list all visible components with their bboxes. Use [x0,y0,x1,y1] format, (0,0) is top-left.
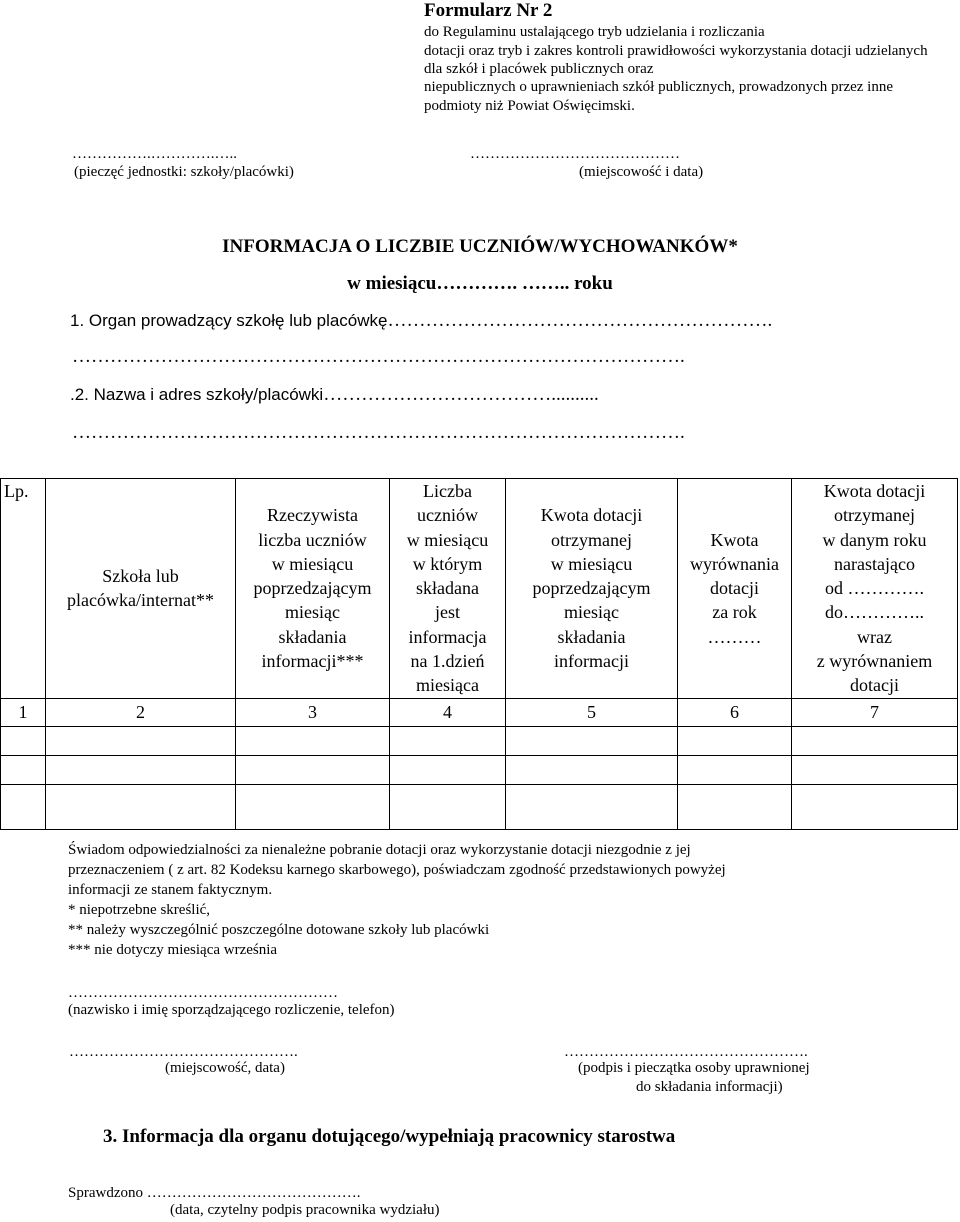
stamp-dots: …………….………….….. [72,146,237,162]
checked-caption: (data, czytelny podpis pracownika wydziału) [170,1202,440,1218]
organ-label: 1. Organ prowadzący szkołę lub placówkę [70,311,388,330]
column-number-row [1,698,958,726]
header-lp: Lp. [1,479,46,699]
column-number: 2 [46,698,236,726]
month-prefix: w miesiącu [347,273,437,294]
table-cell[interactable] [506,755,678,784]
table-cell[interactable] [678,755,792,784]
declaration-line-3: informacji ze stanem faktycznym. [68,882,273,898]
table-cell[interactable] [792,784,958,829]
header-cumulative: Kwota dotacji otrzymanej w danym roku narastająco od …………. do………….. wraz z wyrównaniem dotacji [792,479,958,699]
checked-line [68,1185,361,1202]
column-number: 7 [792,698,958,726]
footnote-3: *** nie dotyczy miesiąca września [68,942,278,958]
school-label: .2. Nazwa i adres szkoły/placówki [70,385,324,404]
table-cell[interactable] [1,784,46,829]
checked-dots: ……………………………………. [146,1185,361,1201]
place-dots: ………………………………………. [69,1044,298,1060]
month-line [0,273,960,295]
place-date-caption: (miejscowość i data) [579,164,704,180]
table-row [1,755,958,784]
column-number: 6 [678,698,792,726]
column-number: 1 [1,698,46,726]
form-title: Formularz Nr 2 [424,0,553,21]
header-student-count: Liczba uczniów w miesiącu w którym składana jest informacja na 1.dzień miesiąca [390,479,506,699]
place-date-dots: …………………………………… [470,146,680,162]
table-header-row [1,479,958,699]
school-dots-line-2: ……………………………………………………………………………………. [72,422,685,443]
preparer-signature-dots: ……………………………………………… [68,985,338,1001]
column-number: 4 [390,698,506,726]
stamp-caption: (pieczęć jednostki: szkoły/placówki) [74,164,294,180]
month-dots: …………. …….. [436,273,570,294]
authorized-signature-caption-2: do składania informacji) [636,1079,783,1095]
document-title: INFORMACJA O LICZBIE UCZNIÓW/WYCHOWANKÓW* [222,236,738,257]
authorized-signature-dots: …………………………………………. [564,1044,808,1060]
school-field [70,384,599,406]
table-cell[interactable] [236,755,390,784]
table-cell[interactable] [46,755,236,784]
authorized-signature-caption-1: (podpis i pieczątka osoby uprawnionej [578,1060,810,1076]
table-cell[interactable] [46,784,236,829]
declaration-line-1: Świadom odpowiedzialności za nienależne pobranie dotacji oraz wykorzystanie dotacji niezgodnie z jej [68,842,691,858]
table-cell[interactable] [792,726,958,755]
table-cell[interactable] [390,784,506,829]
checked-label: Sprawdzono [68,1185,143,1201]
table-row [1,726,958,755]
organ-dots: ……………………………………………………. [387,310,773,331]
header-grant-amount: Kwota dotacji otrzymanej w miesiącu poprzedzającym miesiąc składania informacji [506,479,678,699]
organ-dots-line-2: ……………………………………………………………………………………. [72,346,685,367]
table-cell[interactable] [236,726,390,755]
footnote-2: ** należy wyszczególnić poszczególne dotowane szkoły lub placówki [68,922,490,938]
report-table [0,478,958,830]
table-cell[interactable] [506,784,678,829]
table-cell[interactable] [678,726,792,755]
preparer-signature-caption: (nazwisko i imię sporządzającego rozliczenie, telefon) [68,1002,395,1018]
table-cell[interactable] [1,726,46,755]
column-number: 3 [236,698,390,726]
year-label: roku [574,273,613,294]
table-cell[interactable] [1,755,46,784]
header-school: Szkoła lub placówka/internat** [46,479,236,699]
table-cell[interactable] [236,784,390,829]
table-cell[interactable] [390,726,506,755]
header-line-1: do Regulaminu ustalającego tryb udzielania i rozliczania [424,24,765,40]
header-line-2: dotacji oraz tryb i zakres kontroli prawidłowości wykorzystania dotacji udzielanych [424,43,928,59]
table-cell[interactable] [46,726,236,755]
header-line-4: niepublicznych o uprawnieniach szkół publicznych, prowadzonych przez inne [424,79,893,95]
header-actual-count: Rzeczywista liczba uczniów w miesiącu poprzedzającym miesiąc składania informacji*** [236,479,390,699]
declaration-line-2: przeznaczeniem ( z art. 82 Kodeksu karnego skarbowego), poświadczam zgodność przedstawionych powyżej [68,862,726,878]
column-number: 5 [506,698,678,726]
header-adjustment: Kwota wyrównania dotacji za rok ……… [678,479,792,699]
footnote-1: * niepotrzebne skreślić, [68,902,211,918]
section-3-title: 3. Informacja dla organu dotującego/wypełniają pracownicy starostwa [103,1126,676,1147]
table-cell[interactable] [792,755,958,784]
organ-field [70,310,772,332]
table-row [1,784,958,829]
table-cell[interactable] [506,726,678,755]
school-dots: ……………………………….......... [323,384,599,405]
header-line-5: podmioty niż Powiat Oświęcimski. [424,98,635,114]
table-cell[interactable] [390,755,506,784]
table-cell[interactable] [678,784,792,829]
place-caption: (miejscowość, data) [165,1060,285,1076]
header-line-3: dla szkół i placówek publicznych oraz [424,61,654,77]
